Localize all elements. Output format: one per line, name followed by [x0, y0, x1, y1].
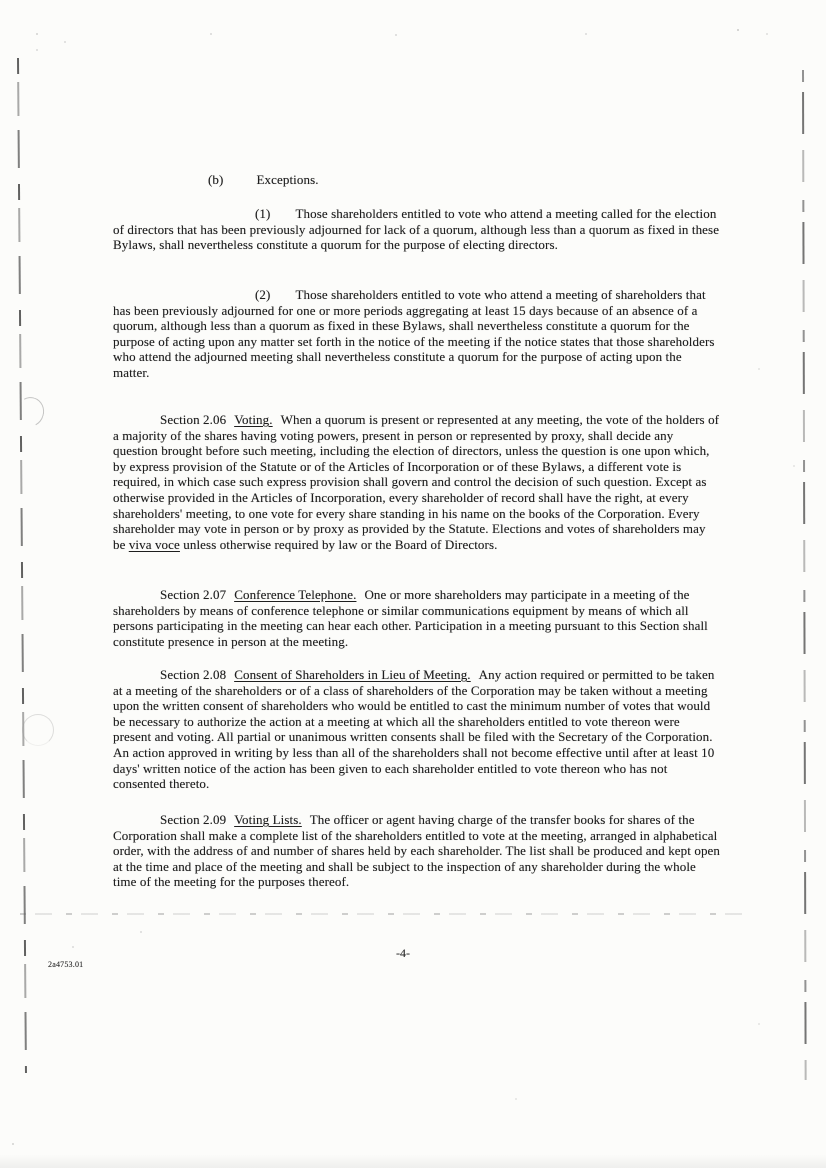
scan-edge-line-left: [17, 58, 26, 1073]
section-2-06-body: When a quorum is present or represented at any meeting, the vote of the holders of a majority of the shares having voting powers, present in person or represented by proxy, shall decide any question brought before such meeting, including the election of directors, unless the question is one upon which, by express provision of the Statute or of the Articles of Incorporation or of these Bylaws, a different vote is required, in which case such express provision shall govern and control the decision of such question. Except as otherwise provided in the Articles of Incorporation, every shareholder of record shall have the right, at every shareholders' meeting, to one vote for every share standing in his name on the books of the Corporation. Every shareholder may vote in person or by proxy as provided by the Statute. Elections and votes of shareholders may be: [113, 412, 720, 552]
section-2-06-paragraph: [113, 412, 720, 552]
hole-punch-mark: [12, 393, 48, 430]
section-2-08-paragraph: [113, 667, 720, 792]
clause-b-heading: [113, 172, 720, 188]
scan-speck: [12, 1143, 14, 1145]
scan-noise-line: [20, 913, 750, 915]
scan-speck: [210, 33, 212, 35]
clause-b1-label: (1): [255, 206, 271, 221]
scan-speck: [766, 33, 768, 35]
section-2-06-title: Voting.: [234, 412, 273, 427]
scan-speck: [36, 49, 38, 51]
section-2-08-body: Any action required or permitted to be taken at a meeting of the shareholders or of a class of shareholders of the Corporation may be taken without a meeting upon the written consent of shareholders who would be entitled to cast the minimum number of votes that would be necessary to authorize the action at a meeting at which all the shareholders entitled to vote thereon were present and voting. All partial or unanimous written consents shall be filed with the Secretary of the Corporation. An action approved in writing by less than all of the shareholders shall not become effective until after at least 10 days' written notice of the action has been given to each shareholder entitled to vote thereon who has not consented thereto.: [113, 667, 715, 792]
scan-speck: [758, 1023, 760, 1025]
section-2-09-number: Section 2.09: [160, 812, 227, 827]
clause-b-label: (b): [208, 172, 224, 187]
scan-speck: [737, 29, 739, 31]
section-2-06-number: Section 2.06: [160, 412, 227, 427]
section-2-09-body: The officer or agent having charge of the transfer books for shares of the Corporation shall make a complete list of the shareholders entitled to vote at the meeting, arranged in alphabetical order, with the address of and number of shares held by each shareholder. The list shall be produced and kept open at the time and place of the meeting and shall be subject to the inspection of any shareholder during the whole time of the meeting for the purposes thereof.: [113, 812, 721, 890]
section-2-08-number: Section 2.08: [160, 667, 227, 682]
scan-speck: [36, 33, 38, 35]
section-2-07-number: Section 2.07: [160, 587, 227, 602]
hole-punch-mark: [22, 714, 54, 746]
section-2-09-paragraph: [113, 812, 720, 890]
document-id: 2a4753.01: [48, 960, 84, 969]
latin-phrase-viva-voce: viva voce: [128, 536, 180, 552]
section-2-06-body-end: unless otherwise required by law or the Board of Directors.: [179, 536, 498, 552]
clause-b1-text: Those shareholders entitled to vote who attend a meeting called for the election of directors that has been previously adjourned for lack of a quorum, although less than a quorum as fixed in these Bylaws, shall nevertheless constitute a quorum for the purpose of electing directors.: [113, 206, 720, 253]
section-2-09-title: Voting Lists.: [234, 812, 302, 827]
clause-b1-paragraph: [113, 206, 720, 253]
clause-b2-paragraph: [113, 287, 720, 381]
scan-speck: [140, 931, 142, 933]
section-2-07-body: One or more shareholders may participate in a meeting of the shareholders by means of conference telephone or similar communications equipment by means of which all persons participating in the meeting can hear each other. Participation in a meeting pursuant to this Section shall constitute presence in person at the meeting.: [113, 587, 708, 649]
section-2-07-paragraph: [113, 587, 720, 649]
section-2-07-title: Conference Telephone.: [234, 587, 357, 602]
scan-speck: [72, 946, 74, 948]
scan-speck: [395, 34, 397, 36]
clause-b2-label: (2): [255, 287, 271, 302]
scan-speck: [585, 33, 587, 35]
scan-speck: [515, 1098, 517, 1100]
scan-edge-line-right: [802, 70, 806, 1080]
scan-speck: [793, 465, 795, 467]
scan-speck: [758, 368, 760, 370]
clause-b-title: Exceptions.: [256, 172, 319, 187]
clause-b2-text: Those shareholders entitled to vote who attend a meeting of shareholders that has been previously adjourned for one or more periods aggregating at least 15 days because of an absence of a quorum, although less than a quorum as fixed in these Bylaws, shall nevertheless constitute a quorum for the purpose of acting upon any matter set forth in the notice of the meeting if the notice states that those shareholders who attend the adjourned meeting shall nevertheless constitute a quorum for the purpose of acting upon the matter.: [113, 287, 715, 380]
scan-speck: [64, 41, 66, 43]
page-number: -4-: [396, 946, 410, 960]
section-2-08-title: Consent of Shareholders in Lieu of Meeting.: [234, 667, 471, 682]
